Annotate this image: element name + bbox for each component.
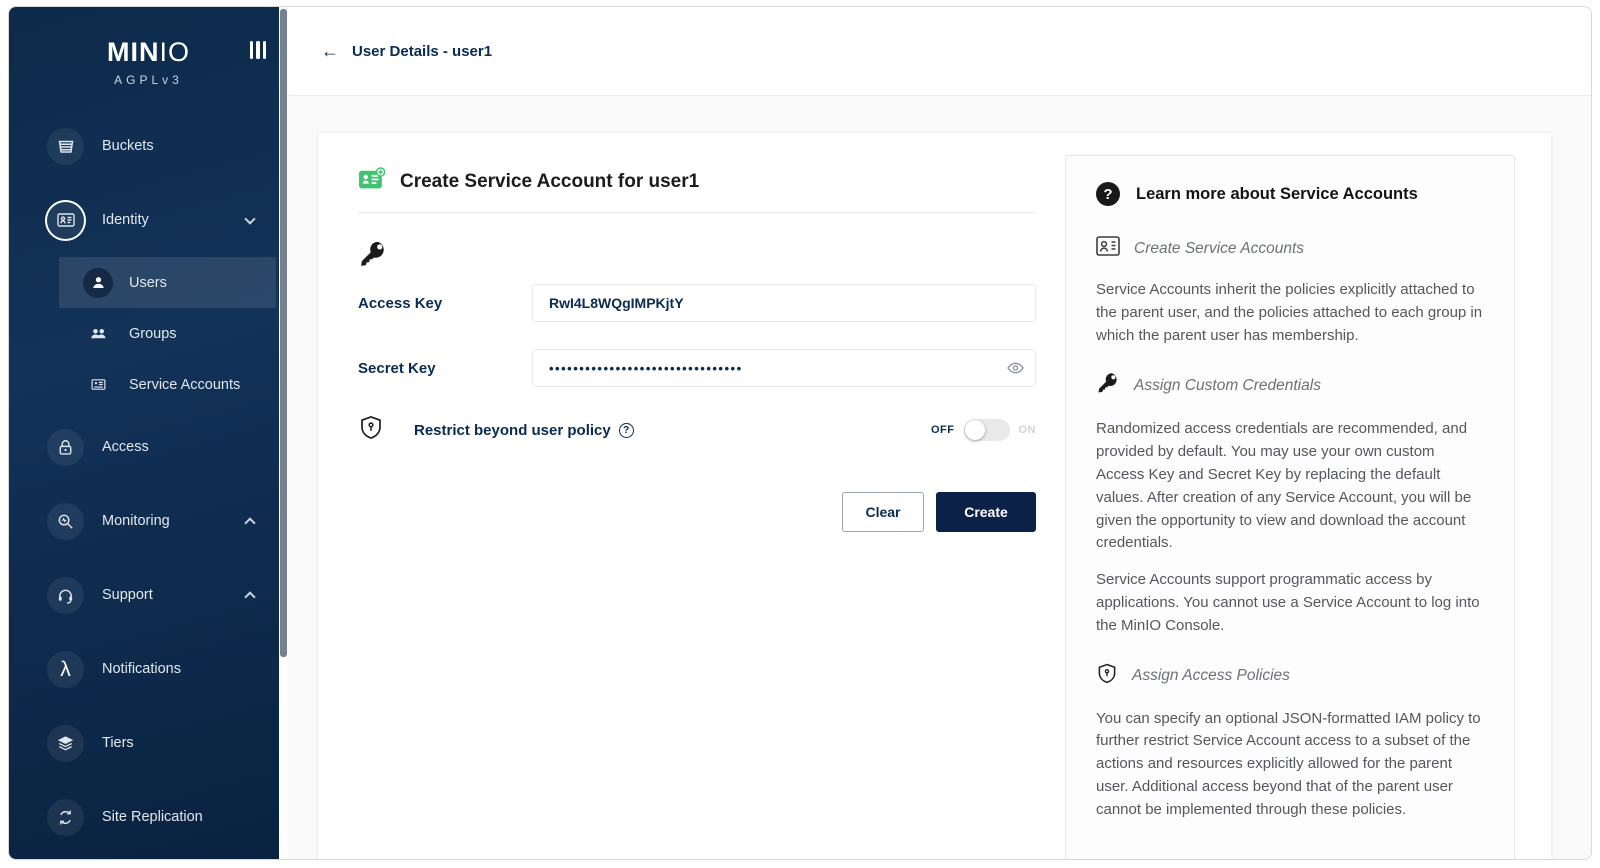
create-button[interactable]: Create: [936, 492, 1036, 532]
help-paragraph: Service Accounts inherit the policies explicitly attached to the parent user, and the policies attached to each group in which the parent user has membership.: [1096, 281, 1483, 344]
help-panel: [1065, 155, 1515, 859]
content-area: [288, 96, 1591, 859]
sidebar-item-access[interactable]: [9, 410, 288, 484]
sidebar-item-label: Service Accounts: [129, 376, 241, 393]
help-section-heading: Assign Custom Credentials: [1134, 376, 1321, 394]
access-key-input[interactable]: [532, 284, 1036, 322]
sidebar-item-support[interactable]: [9, 558, 288, 632]
access-key-label: Access Key: [358, 294, 443, 312]
monitoring-icon: [47, 503, 84, 540]
identity-card-icon: [47, 202, 84, 239]
chevron-up-icon: [244, 591, 255, 602]
help-paragraph: You can specify an optional JSON-formatted IAM policy to further restrict Service Account access to a subset of the actions and resources explicitly allowed for the parent user. Additional access beyond that of the parent user cannot be implemented through these policies.: [1096, 709, 1481, 818]
sidebar-item-notifications[interactable]: [9, 632, 288, 706]
minio-logo: [9, 37, 288, 68]
toggle-off-label: OFF: [931, 424, 955, 436]
shield-icon: [1096, 662, 1118, 690]
tiers-icon: [47, 725, 84, 762]
sidebar-item-label: Tiers: [102, 735, 134, 751]
sidebar-item-groups[interactable]: [59, 308, 276, 359]
id-card-icon: [1096, 236, 1120, 261]
sidebar: [9, 7, 288, 859]
help-section-heading: Create Service Accounts: [1134, 239, 1305, 257]
sidebar-item-buckets[interactable]: [9, 109, 288, 183]
page-title: User Details - user1: [352, 42, 493, 60]
help-panel-title: Learn more about Service Accounts: [1136, 184, 1418, 203]
logo-bold: MIN: [106, 37, 160, 67]
key-icon: [358, 239, 1036, 274]
main-area: [288, 7, 1591, 859]
sidebar-item-label: Users: [129, 274, 167, 291]
sidebar-item-service-accounts[interactable]: [59, 359, 276, 410]
clear-button[interactable]: Clear: [842, 492, 924, 532]
form-title: Create Service Account for user1: [400, 170, 700, 192]
sidebar-item-label: Groups: [129, 325, 177, 342]
sidebar-item-identity[interactable]: [9, 183, 288, 257]
sidebar-item-label: Buckets: [102, 138, 154, 154]
divider: [358, 212, 1036, 213]
sidebar-item-label: Identity: [102, 212, 149, 228]
license-label: AGPLv3: [114, 73, 183, 87]
restrict-policy-label: Restrict beyond user policy: [414, 421, 611, 439]
collapse-sidebar-icon[interactable]: [250, 41, 267, 59]
sidebar-scrollbar-thumb[interactable]: [280, 9, 287, 657]
service-accounts-icon: [83, 376, 113, 393]
help-paragraph: Service Accounts support programmatic access by applications. You cannot use a Service Account to log into the MinIO Console.: [1096, 571, 1480, 634]
chevron-up-icon: [244, 517, 255, 528]
groups-icon: [83, 324, 113, 343]
access-lock-icon: [47, 429, 84, 466]
user-icon: [83, 268, 113, 298]
help-tooltip-icon[interactable]: ?: [619, 423, 634, 438]
secret-key-label: Secret Key: [358, 359, 436, 377]
sidebar-item-monitoring[interactable]: [9, 484, 288, 558]
logo-row: [9, 37, 288, 87]
question-circle-icon: ?: [1096, 182, 1120, 206]
sidebar-item-label: Monitoring: [102, 513, 170, 529]
form-column: [358, 155, 1036, 859]
logo-light: IO: [159, 37, 190, 67]
help-paragraph: Randomized access credentials are recommended, and provided by default. You may use your own custom Access Key and Secret Key by replacing the default values. After creation of any Service Account, you will be given the opportunity to view and download the account credentials.: [1096, 420, 1472, 552]
help-section-heading: Assign Access Policies: [1132, 666, 1290, 684]
service-account-add-icon: [358, 167, 386, 196]
sidebar-nav: [9, 109, 288, 854]
sidebar-item-tiers[interactable]: [9, 706, 288, 780]
sidebar-item-label: Notifications: [102, 661, 181, 677]
toggle-on-label: ON: [1018, 424, 1036, 436]
sidebar-item-users[interactable]: [59, 257, 276, 308]
create-service-account-panel: [317, 132, 1552, 859]
sidebar-item-label: Support: [102, 587, 153, 603]
secret-key-input[interactable]: [532, 349, 1036, 387]
bucket-icon: [47, 128, 84, 165]
page-header: [288, 7, 1591, 96]
sidebar-item-site-replication[interactable]: [9, 780, 288, 854]
site-replication-icon: [47, 799, 84, 836]
sidebar-scrollbar: [279, 7, 288, 859]
app-window: [8, 6, 1592, 860]
restrict-policy-toggle[interactable]: [964, 419, 1010, 441]
key-icon: [1096, 371, 1120, 400]
shield-keyhole-icon: [358, 414, 384, 446]
lambda-icon: λ: [47, 651, 84, 688]
sidebar-item-label: Site Replication: [102, 809, 203, 825]
sidebar-item-label: Access: [102, 439, 149, 455]
chevron-down-icon: [244, 213, 255, 224]
support-icon: [47, 577, 84, 614]
back-button[interactable]: ←: [321, 41, 339, 61]
eye-icon[interactable]: [1007, 361, 1024, 375]
